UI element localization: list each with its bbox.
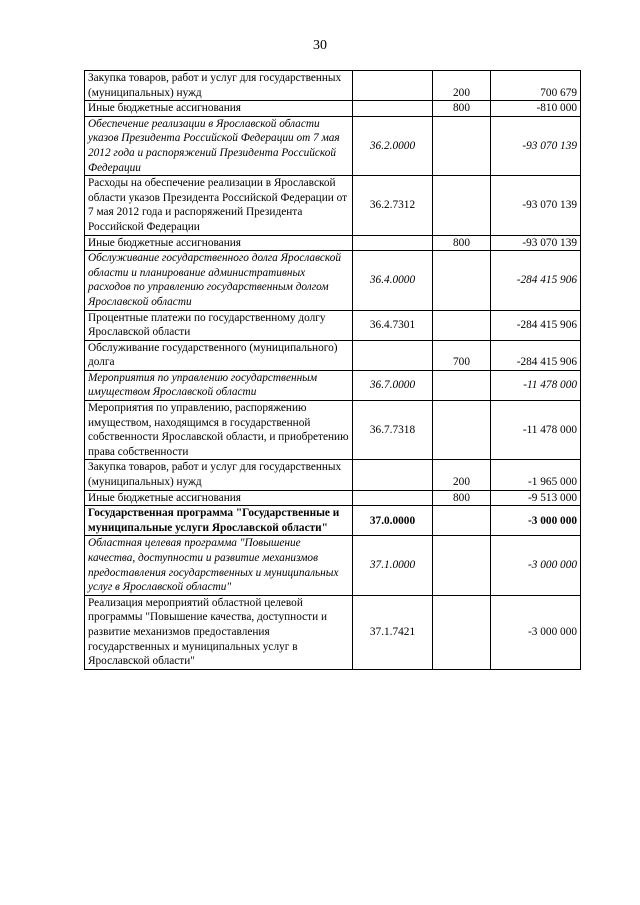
row-name: Мероприятия по управлению, распоряжению имуществом, находящимся в государственной собственности Ярославской области, и приобретению права собственности [85, 401, 353, 460]
row-expense-type [433, 310, 491, 340]
row-sum: -284 415 906 [491, 310, 581, 340]
row-code [353, 490, 433, 506]
row-code [353, 460, 433, 490]
row-expense-type [433, 251, 491, 310]
row-name: Процентные платежи по государственному долгу Ярославской области [85, 310, 353, 340]
row-expense-type: 800 [433, 235, 491, 251]
budget-table [84, 70, 581, 670]
row-name: Иные бюджетные ассигнования [85, 101, 353, 117]
row-sum: -11 478 000 [491, 401, 581, 460]
row-sum: -284 415 906 [491, 340, 581, 370]
row-sum: -93 070 139 [491, 176, 581, 235]
row-expense-type: 200 [433, 460, 491, 490]
table-row [85, 506, 581, 536]
table-row [85, 251, 581, 310]
row-sum: -93 070 139 [491, 116, 581, 175]
table-row [85, 71, 581, 101]
row-code: 36.4.7301 [353, 310, 433, 340]
row-name: Мероприятия по управлению государственным имуществом Ярославской области [85, 370, 353, 400]
row-sum: -284 415 906 [491, 251, 581, 310]
row-name: Обеспечение реализации в Ярославской области указов Президента Российской Федерации от 7 мая 2012 года и распоряжений Президента Российской Федерации [85, 116, 353, 175]
table-row [85, 176, 581, 235]
row-name: Обслуживание государственного долга Ярославской области и планирование административных расходов по управлению государственным долгом Ярославской области [85, 251, 353, 310]
page-number: 30 [313, 38, 327, 53]
row-code: 37.1.7421 [353, 595, 433, 669]
row-name: Обслуживание государственного (муниципального) долга [85, 340, 353, 370]
row-name: Закупка товаров, работ и услуг для государственных (муниципальных) нужд [85, 71, 353, 101]
row-expense-type [433, 595, 491, 669]
row-expense-type: 800 [433, 490, 491, 506]
row-expense-type [433, 370, 491, 400]
table-row [85, 490, 581, 506]
row-name: Расходы на обеспечение реализации в Ярославской области указов Президента Российской Федерации от 7 мая 2012 года и распоряжений Президента Российской Федерации [85, 176, 353, 235]
row-code [353, 340, 433, 370]
row-expense-type [433, 536, 491, 595]
row-code [353, 71, 433, 101]
table-row [85, 401, 581, 460]
row-code [353, 101, 433, 117]
table-row [85, 101, 581, 117]
row-code: 36.4.0000 [353, 251, 433, 310]
row-sum: -3 000 000 [491, 506, 581, 536]
row-code: 36.2.7312 [353, 176, 433, 235]
row-sum: -93 070 139 [491, 235, 581, 251]
row-expense-type [433, 506, 491, 536]
row-expense-type [433, 176, 491, 235]
row-code [353, 235, 433, 251]
row-code: 36.7.7318 [353, 401, 433, 460]
row-name: Иные бюджетные ассигнования [85, 490, 353, 506]
row-name: Реализация мероприятий областной целевой программы "Повышение качества, доступности и развитие механизмов предоставления государственных и муниципальных услуг в Ярославской области" [85, 595, 353, 669]
row-sum: -3 000 000 [491, 595, 581, 669]
table-row [85, 595, 581, 669]
row-sum: -1 965 000 [491, 460, 581, 490]
row-sum: -11 478 000 [491, 370, 581, 400]
row-sum: -810 000 [491, 101, 581, 117]
table-row [85, 536, 581, 595]
row-name: Государственная программа "Государственные и муниципальные услуги Ярославской области" [85, 506, 353, 536]
row-code: 37.1.0000 [353, 536, 433, 595]
row-expense-type: 700 [433, 340, 491, 370]
row-sum: -3 000 000 [491, 536, 581, 595]
row-code: 37.0.0000 [353, 506, 433, 536]
row-expense-type [433, 116, 491, 175]
row-sum: -9 513 000 [491, 490, 581, 506]
table-row [85, 116, 581, 175]
table-row [85, 370, 581, 400]
table-row [85, 235, 581, 251]
row-name: Областная целевая программа "Повышение качества, доступности и развитие механизмов предоставления государственных и муниципальных услуг в Ярославской области" [85, 536, 353, 595]
row-code: 36.7.0000 [353, 370, 433, 400]
row-expense-type: 200 [433, 71, 491, 101]
row-name: Иные бюджетные ассигнования [85, 235, 353, 251]
table-row [85, 310, 581, 340]
row-sum: 700 679 [491, 71, 581, 101]
row-code: 36.2.0000 [353, 116, 433, 175]
table-row [85, 340, 581, 370]
row-name: Закупка товаров, работ и услуг для государственных (муниципальных) нужд [85, 460, 353, 490]
row-expense-type [433, 401, 491, 460]
row-expense-type: 800 [433, 101, 491, 117]
table-row [85, 460, 581, 490]
